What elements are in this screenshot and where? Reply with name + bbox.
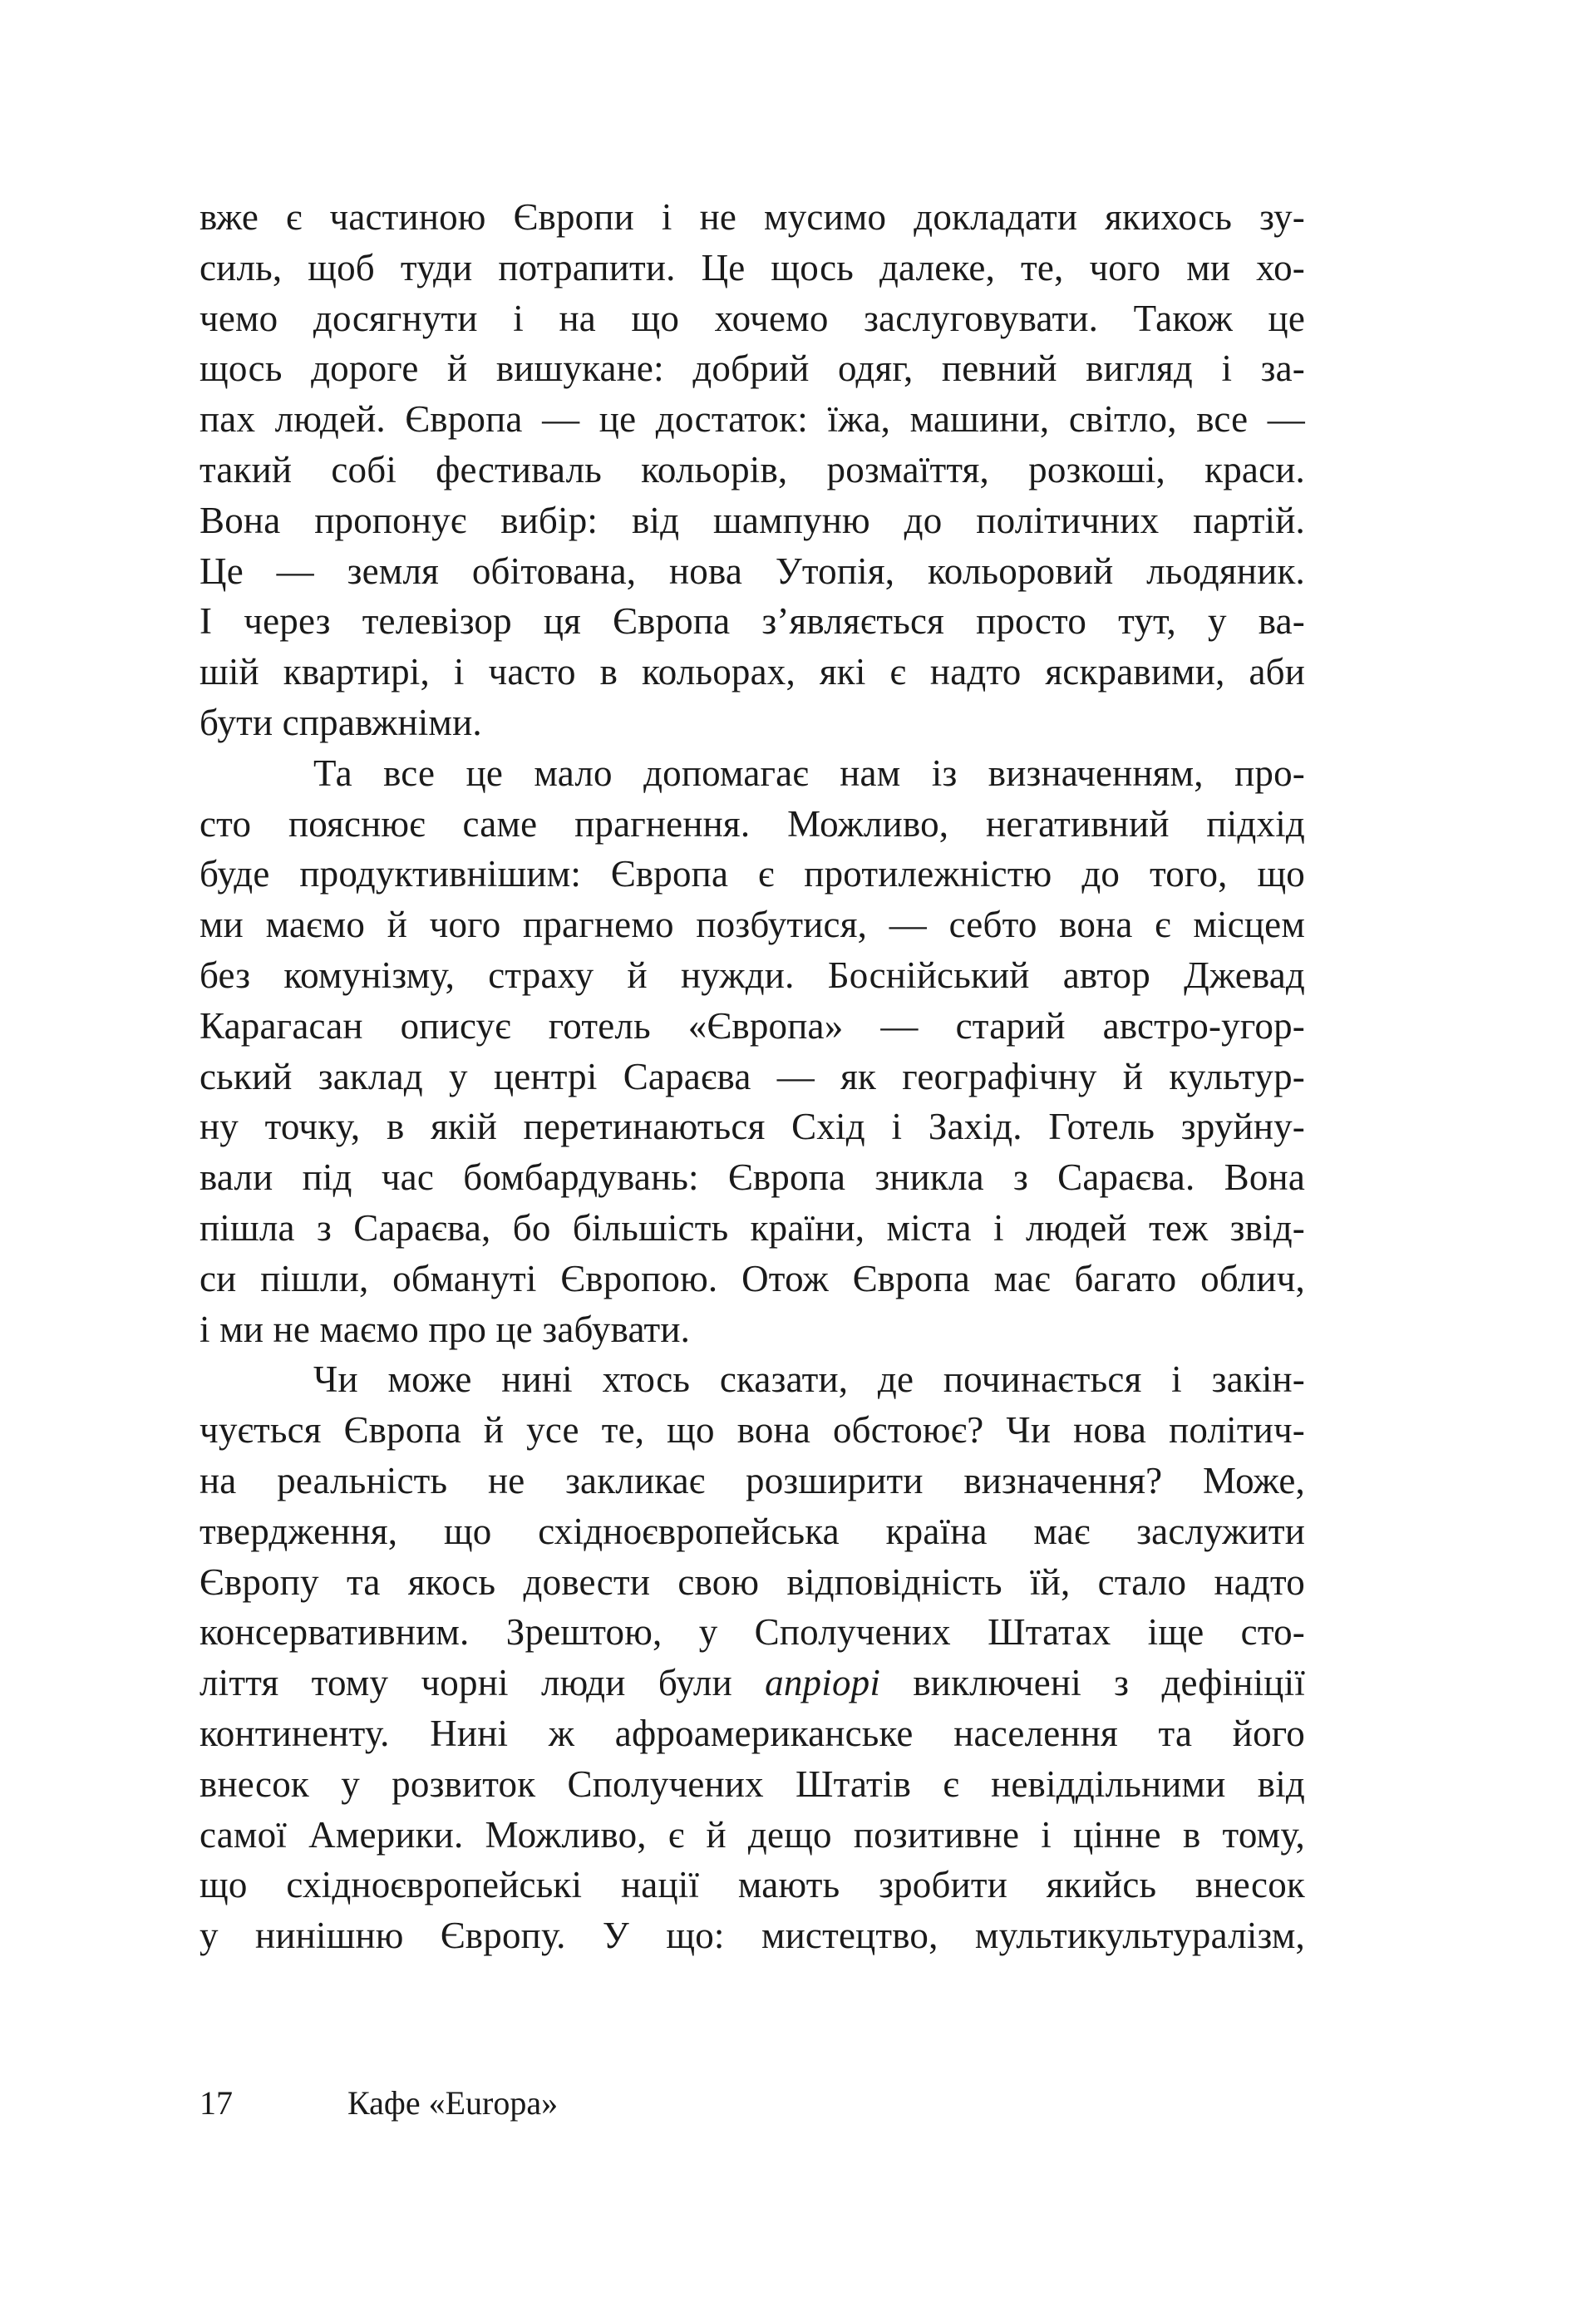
text-line: континенту. Нині ж афроамериканське населення та його: [200, 1712, 1305, 1754]
paragraph-3: [200, 1354, 1305, 1961]
text-line: самої Америки. Можливо, є й дещо позитивне і цінне в тому,: [200, 1813, 1305, 1856]
text-line: що східноєвропейські нації мають зробити якийсь внесок: [200, 1864, 1305, 1906]
text-line: ми маємо й чого прагнемо позбутися, — себто вона є місцем: [200, 904, 1305, 946]
page-number: 17: [200, 2084, 233, 2122]
paragraph-2: [200, 748, 1305, 1355]
running-title: Кафе «Europa»: [347, 2084, 559, 2122]
italic-term: апріорі: [765, 1662, 881, 1704]
text-line: Вона пропонує вибір: від шампуню до політичних партій.: [200, 499, 1305, 541]
text-line: Та все це мало допомагає нам із визначенням, про-: [313, 752, 1305, 794]
text-line: такий собі фестиваль кольорів, розмаїття, розкоші, краси.: [200, 448, 1305, 490]
text-line: щось дороге й вишукане: добрий одяг, певний вигляд і за-: [200, 348, 1305, 390]
text-line: твердження, що східноєвропейська країна має заслужити: [200, 1510, 1305, 1552]
body-text: [200, 192, 1305, 1961]
text-line: пах людей. Європа — це достаток: їжа, машини, світло, все —: [200, 398, 1305, 441]
text-line: Карагасан описує готель «Європа» — старий австро-угор-: [200, 1004, 1305, 1047]
text-line: ський заклад у центрі Сараєва — як географічну й культур-: [200, 1055, 1305, 1097]
paragraph-1: [200, 192, 1305, 748]
text-line: чується Європа й усе те, що вона обстоює? Чи нова політич-: [200, 1409, 1305, 1452]
text-line: і ми не маємо про це забувати.: [200, 1308, 691, 1350]
text-line: шій квартирі, і часто в кольорах, які є надто яскравими, аби: [200, 651, 1305, 693]
text-line: чемо досягнути і на що хочемо заслуговувати. Також це: [200, 297, 1305, 339]
text-line: консервативним. Зрештою, у Сполучених Штатах іще сто-: [200, 1611, 1305, 1654]
text-line: буде продуктивнішим: Європа є протилежністю до того, що: [200, 853, 1305, 895]
text-line: силь, щоб туди потрапити. Це щось далеке, те, чого ми хо-: [200, 246, 1305, 288]
page-footer: [200, 2078, 1305, 2128]
text-line: без комунізму, страху й нужди. Боснійський автор Джевад: [200, 954, 1305, 996]
text-segment: виключені з дефініції: [880, 1662, 1305, 1704]
text-line: си пішли, обмануті Європою. Отож Європа має багато облич,: [200, 1257, 1305, 1299]
text-line: у нинішню Європу. У що: мистецтво, мультикультуралізм,: [200, 1915, 1305, 1957]
text-line: вже є частиною Європи і не мусимо докладати якихось зу-: [200, 196, 1305, 238]
text-line: Європу та якось довести свою відповідність їй, стало надто: [200, 1560, 1305, 1603]
text-line: Чи може нині хтось сказати, де починається і закін-: [313, 1358, 1305, 1401]
text-line: сто пояснює саме прагнення. Можливо, негативний підхід: [200, 802, 1305, 845]
text-line: ну точку, в якій перетинаються Схід і Захід. Готель зруйну-: [200, 1106, 1305, 1148]
text-segment: ліття тому чорні люди були: [200, 1662, 766, 1704]
text-line: Це — земля обітована, нова Утопія, кольоровий льодяник.: [200, 550, 1305, 592]
text-line: вали під час бомбардувань: Європа зникла з Сараєва. Вона: [200, 1156, 1305, 1199]
text-line-with-italic: [200, 1658, 1305, 1708]
text-line: бути справжніми.: [200, 701, 482, 743]
text-line: пішла з Сараєва, бо більшість країни, міста і людей теж звід-: [200, 1206, 1305, 1249]
text-line: на реальність не закликає розширити визначення? Може,: [200, 1459, 1305, 1501]
text-line: І через телевізор ця Європа з’являється просто тут, у ва-: [200, 600, 1305, 643]
text-line: внесок у розвиток Сполучених Штатів є невіддільними від: [200, 1762, 1305, 1805]
